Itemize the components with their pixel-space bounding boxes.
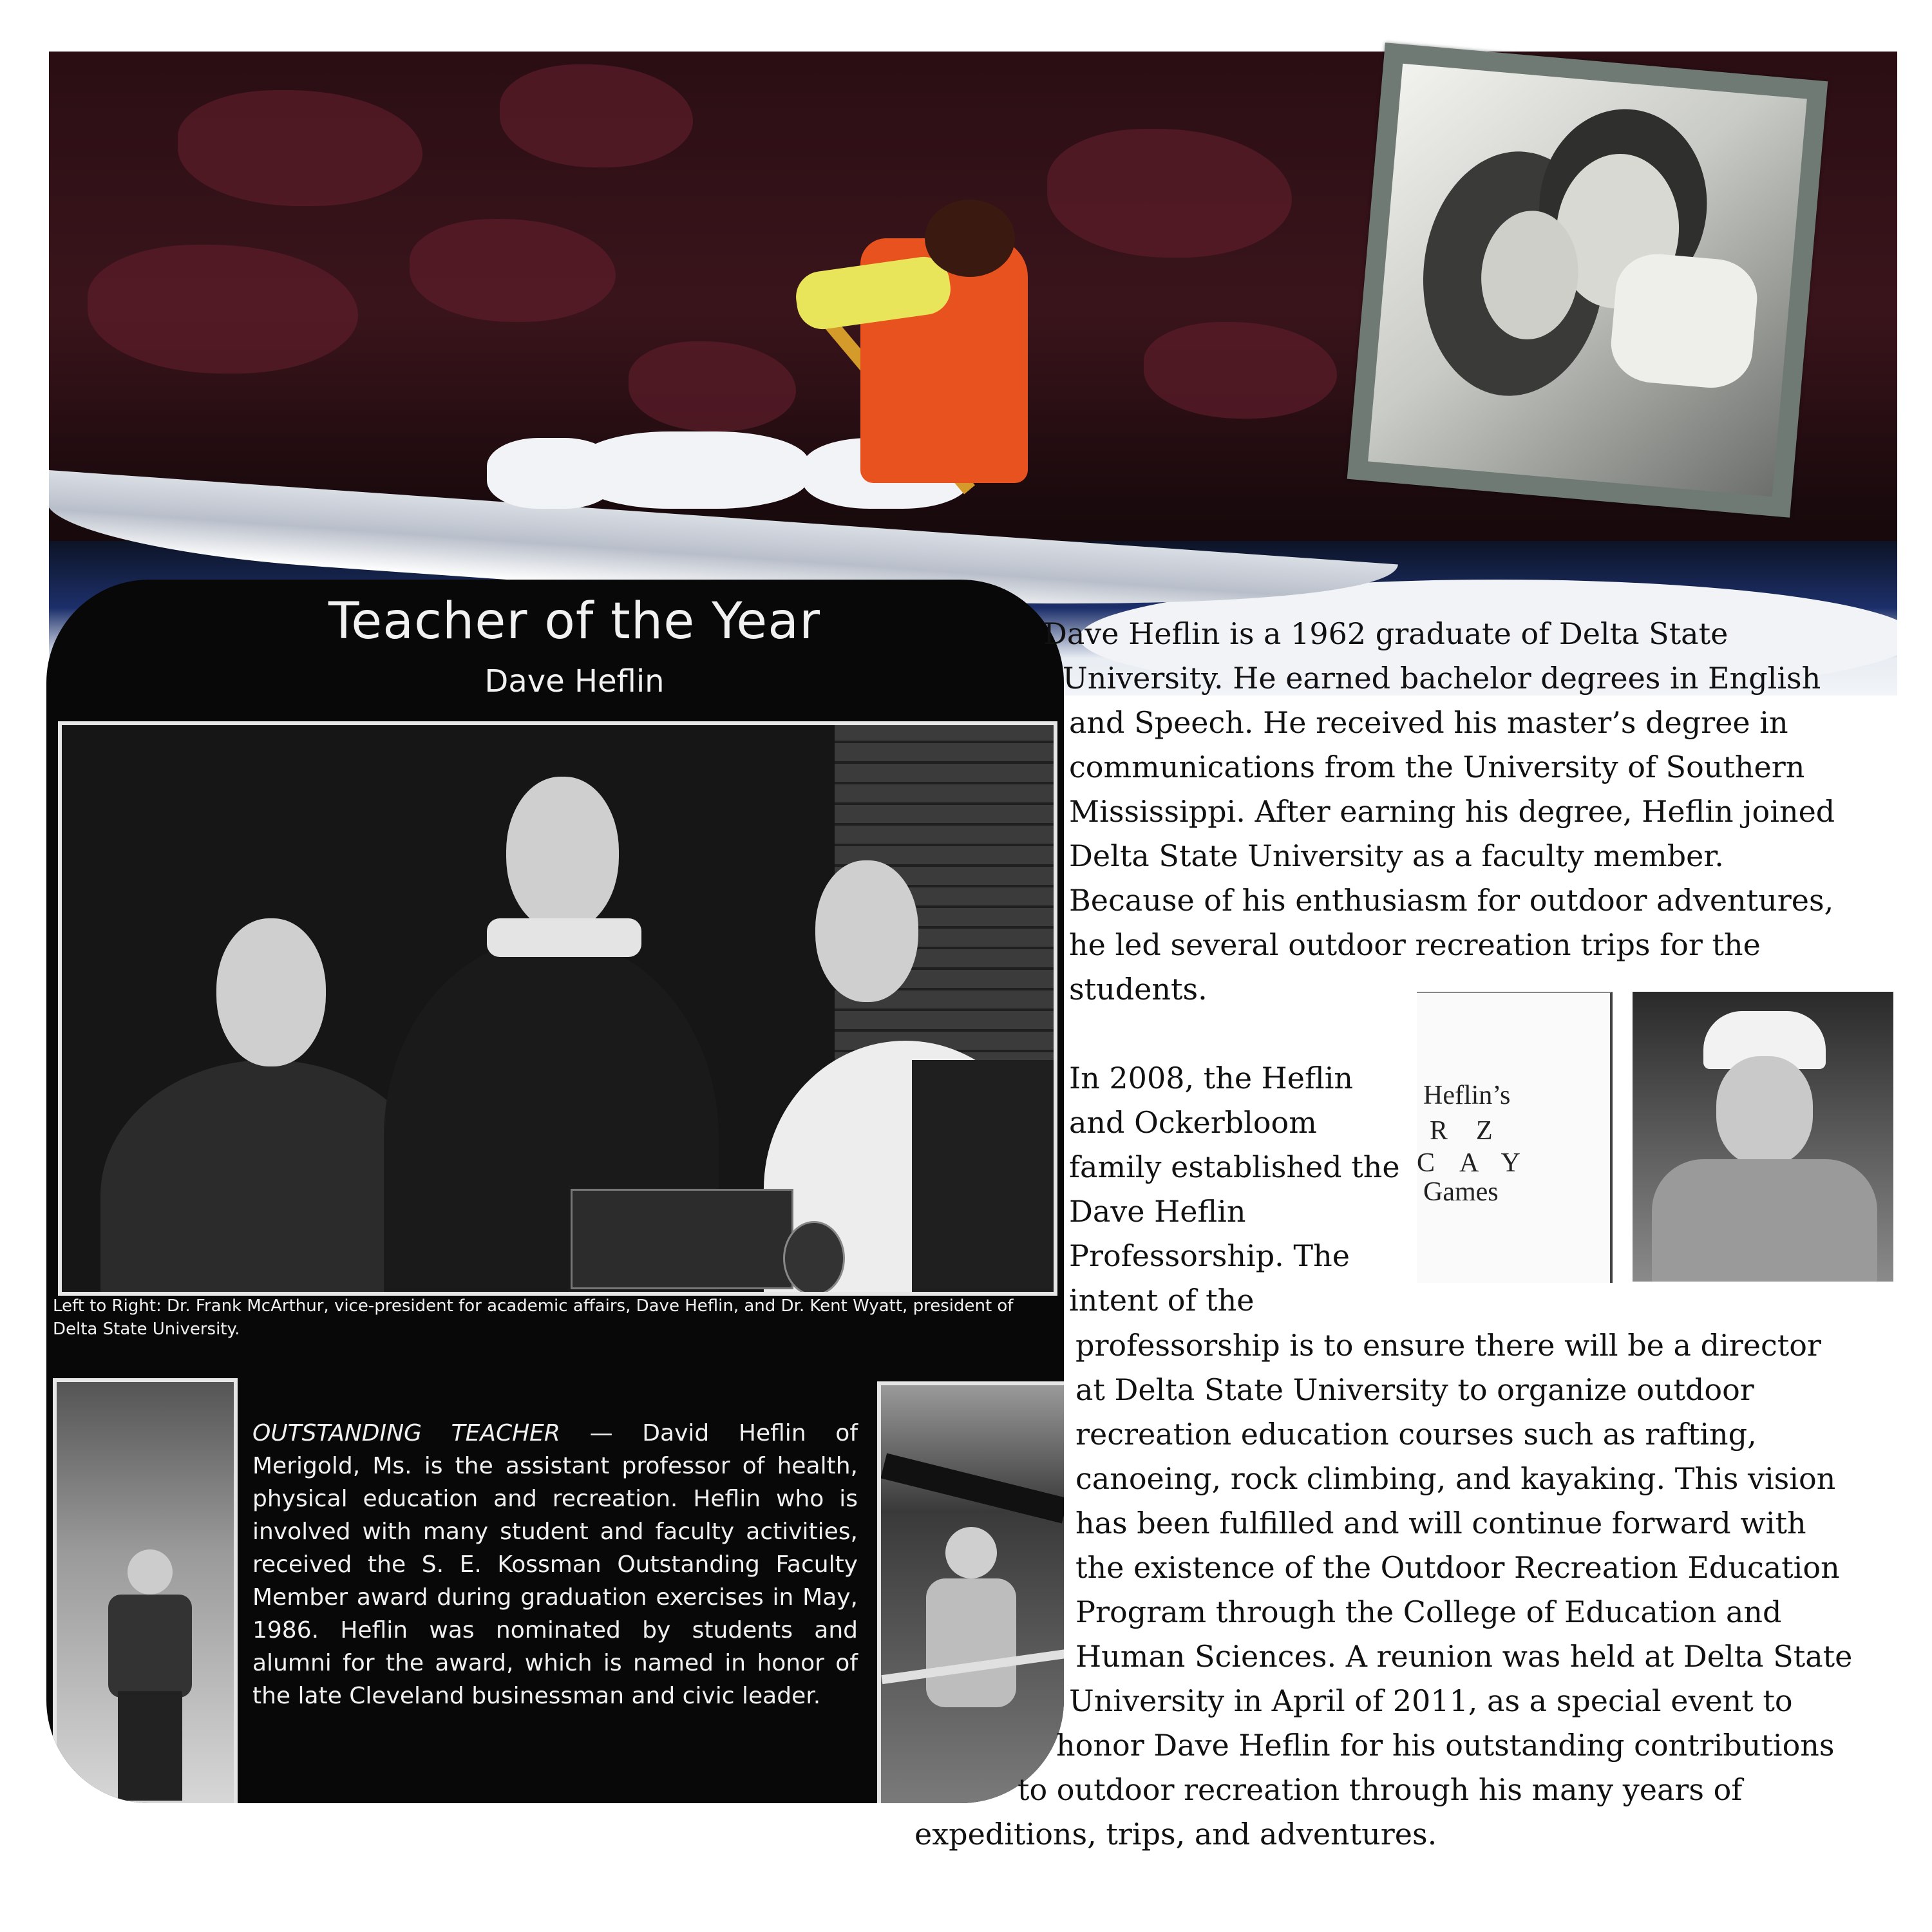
story-line: Professorship. The xyxy=(1069,1238,1350,1273)
story-paragraph-2-wide xyxy=(914,1323,1853,1857)
story-line: students. xyxy=(1069,972,1208,1007)
story-line: the existence of the Outdoor Recreation Education xyxy=(1075,1550,1840,1585)
story-line: professorship is to ensure there will be a director xyxy=(1075,1328,1821,1363)
crazy-games-line: CAY xyxy=(1417,1148,1545,1178)
award-photo-caption: Left to Right: Dr. Frank McArthur, vice-president for academic affairs, Dave Heflin, and Dr. Kent Wyatt, president of Delta State University. xyxy=(53,1296,1014,1339)
story-line: to outdoor recreation through his many years of xyxy=(1018,1772,1743,1807)
story-line: has been fulfilled and will continue forward with xyxy=(1075,1506,1806,1540)
story-line: expeditions, trips, and adventures. xyxy=(914,1817,1437,1852)
story-line: recreation education courses such as rafting, xyxy=(1075,1417,1757,1452)
story-line: Dave Heflin xyxy=(1069,1194,1246,1229)
story-line: intent of the xyxy=(1069,1283,1255,1318)
story-line: family established the xyxy=(1069,1150,1400,1184)
outstanding-body: — David Heflin of Merigold, Ms. is the assistant professor of health, physical education and recreation. Heflin who is involved with many student and faculty activities, received the S. E. Kossman Outstanding Faculty Member award during graduation exercises in May, 1986. Heflin was nominated by students and alumni for the award, which is named in honor of the late Cleveland businessman and civic leader. xyxy=(252,1420,858,1709)
clipping-subtitle: Dave Heflin xyxy=(484,663,665,699)
story-line: and Speech. He received his master’s degree in xyxy=(1069,705,1788,740)
story-line: University in April of 2011, as a special event to xyxy=(1069,1683,1793,1718)
heflin-cap-photo xyxy=(1633,992,1893,1282)
story-line: Human Sciences. A reunion was held at Delta State xyxy=(1075,1639,1853,1674)
story-line: at Delta State University to organize outdoor xyxy=(1075,1372,1754,1407)
story-line: Because of his enthusiasm for outdoor adventures, xyxy=(1069,883,1834,918)
couple-photo xyxy=(1347,43,1828,518)
story-line: and Ockerbloom xyxy=(1069,1105,1317,1140)
story-paragraph-1 xyxy=(1043,612,1835,1012)
crazy-games-line: Heflin’s xyxy=(1423,1081,1511,1110)
heflin-standing-photo xyxy=(53,1378,238,1803)
heflin-climbing-photo xyxy=(877,1381,1064,1803)
crazy-games-line: Games xyxy=(1423,1177,1499,1207)
story-line: Dave Heflin is a 1962 graduate of Delta State xyxy=(1043,616,1728,651)
story-line: Mississippi. After earning his degree, Heflin joined xyxy=(1069,794,1835,829)
story-line: Program through the College of Education and xyxy=(1075,1595,1782,1629)
story-line: In 2008, the Heflin xyxy=(1069,1061,1354,1095)
story-line: University. He earned bachelor degrees in English xyxy=(1063,661,1821,696)
story-line: he led several outdoor recreation trips for the xyxy=(1069,927,1761,962)
outstanding-teacher-text xyxy=(252,1417,858,1712)
outstanding-lead: OUTSTANDING TEACHER xyxy=(252,1420,560,1446)
crazy-games-clipping xyxy=(1417,992,1613,1283)
award-photo xyxy=(58,721,1057,1296)
story-line: communications from the University of Southern xyxy=(1069,750,1805,784)
story-line: Delta State University as a faculty member. xyxy=(1069,838,1724,873)
story-line: honor Dave Heflin for his outstanding contributions xyxy=(1056,1728,1835,1763)
story-line: canoeing, rock climbing, and kayaking. This vision xyxy=(1075,1461,1836,1496)
story-paragraph-2-narrow xyxy=(1069,1056,1400,1323)
clipping-title: Teacher of the Year xyxy=(328,592,821,650)
yearbook-clipping xyxy=(46,580,1064,1803)
crazy-games-line: RZ xyxy=(1430,1116,1521,1146)
